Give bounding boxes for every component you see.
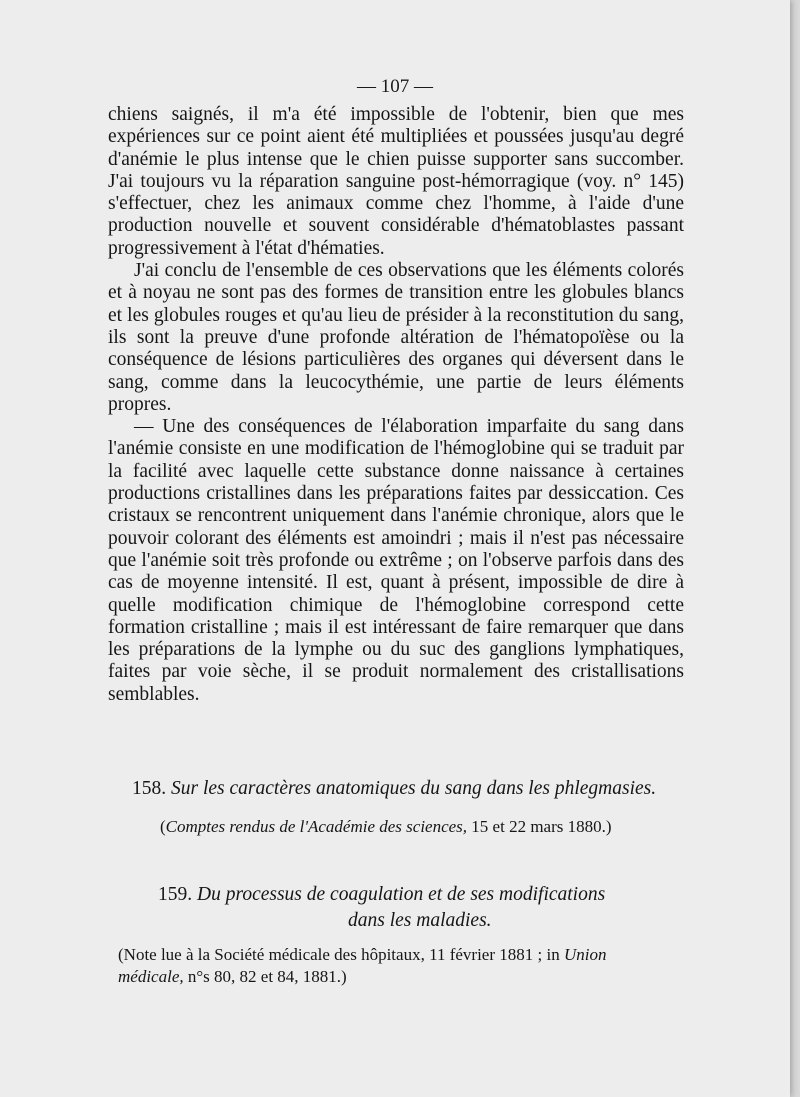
entry-158-note-open: ( (160, 817, 166, 836)
entry-159-title-line2: dans les maladies. (348, 910, 492, 931)
entry-159-number: 159. (158, 884, 193, 905)
entry-158-note (160, 817, 680, 837)
paragraph-continuation: chiens saignés, il m'a été impossible de l'obtenir, bien que mes expériences sur ce point aient été multipliées et poussées jusqu'au degré d'anémie le plus intense que le chien puisse supporter sans succomber. J'ai toujours vu la réparation sanguine post-hémorragique (voy. n° 145) s'effectuer, chez les animaux comme chez l'homme, à l'aide d'une production nouvelle et souvent considérable d'hématoblastes passant progressivement à l'état d'hématies. (108, 104, 684, 259)
entry-158-note-dates: 15 et 22 mars 1880.) (467, 817, 612, 836)
entry-159-journal-1: Union (563, 945, 607, 964)
paragraph-conclusion: J'ai conclu de l'ensemble de ces observations que les éléments colorés et à noyau ne sont pas des formes de transition entre les globules blancs et les globules rouges et qu'au lieu de présider à la reconstitution du sang, ils sont la preuve d'une profonde altération de l'hématopoïèse ou la conséquence de lésions particulières des organes qui déversent dans le sang, comme dans la leucocythémie, une partie de leurs éléments propres. (108, 260, 684, 415)
page-number: — 107 — (357, 76, 433, 97)
entry-158-title: Sur les caractères anatomiques du sang dans les phlegmasies. (171, 778, 657, 799)
entry-158-note-source: Comptes rendus de l'Académie des sciences, (165, 817, 468, 836)
entry-159-journal-2: médicale, (118, 967, 184, 986)
entry-159-note (118, 944, 698, 988)
entry-159-heading (158, 884, 678, 906)
entry-159-note-part2: n°s 80, 82 et 84, 1881.) (183, 967, 347, 986)
body-text (108, 104, 684, 706)
entry-158-heading (132, 778, 692, 800)
entry-159-note-part1: (Note lue à la Société médicale des hôpitaux, 11 février 1881 ; in (118, 945, 564, 964)
paragraph-hemoglobin: — Une des conséquences de l'élaboration imparfaite du sang dans l'anémie consiste en une modification de l'hémoglobine qui se traduit par la facilité avec laquelle cette substance donne naissance à certaines productions cristallines dans les préparations faites par dessiccation. Ces cristaux se rencontrent uniquement dans l'anémie chronique, alors que le pouvoir colorant des éléments est amoindri ; mais il n'est pas nécessaire que l'anémie soit très profonde ou extrême ; on l'observe parfois dans des cas de moyenne intensité. Il est, quant à présent, impossible de dire à quelle modification chimique de l'hémoglobine correspond cette formation cristalline ; mais il est intéressant de faire remarquer que dans les préparations de la lymphe ou du suc des ganglions lymphatiques, faites par voie sèche, il se produit normalement des cristallisations semblables. (108, 416, 684, 705)
entry-159-title-line1: Du processus de coagulation et de ses modifications (197, 884, 606, 905)
entry-158-number: 158. (132, 778, 167, 799)
entry-159-heading-line2 (348, 910, 492, 932)
